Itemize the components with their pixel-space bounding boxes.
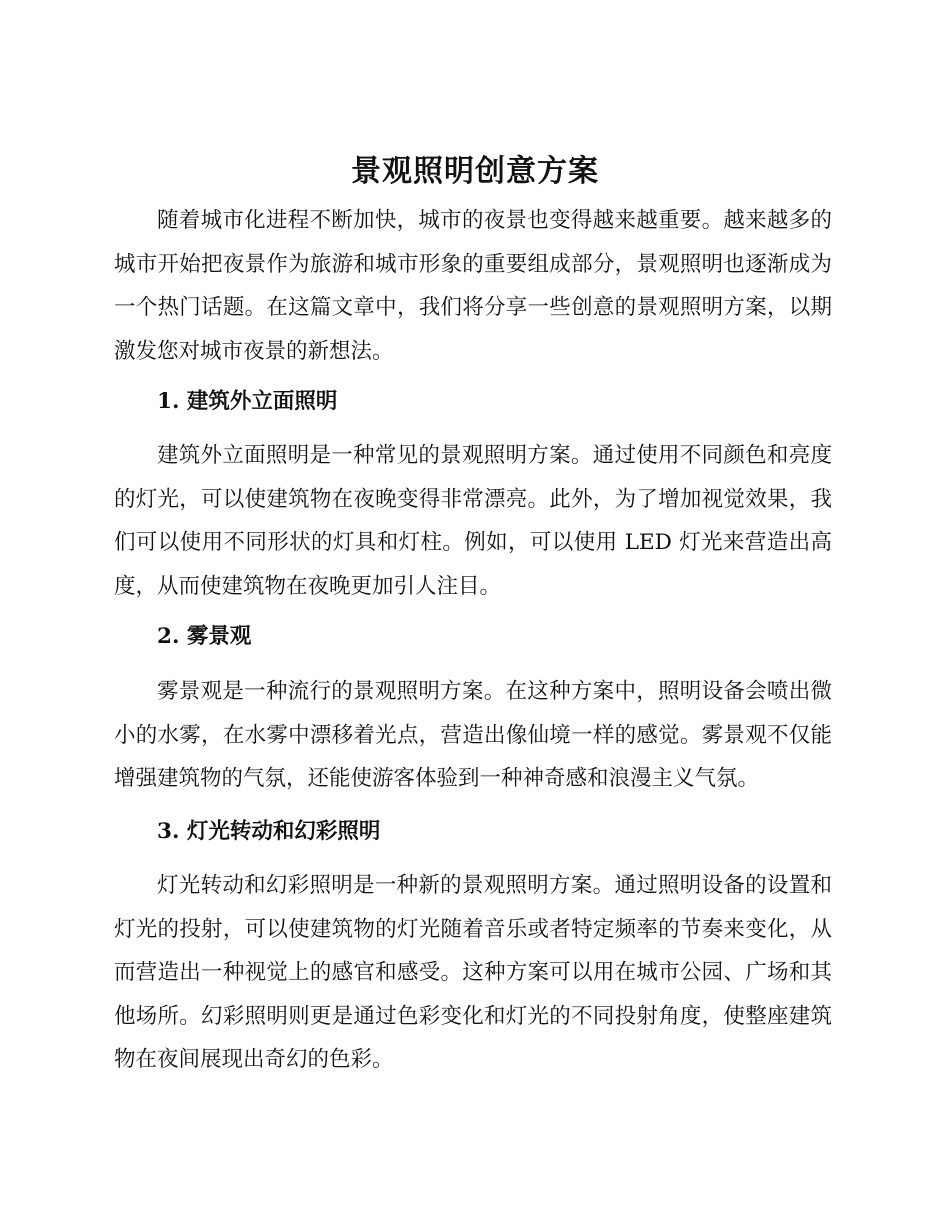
section-heading-mist-landscape: 2. 雾景观 bbox=[157, 624, 252, 649]
section-heading-rotating-lights: 3. 灯光转动和幻彩照明 bbox=[157, 819, 381, 844]
intro-paragraph: 随着城市化进程不断加快，城市的夜景也变得越来越重要。越来越多的城市开始把夜景作为旅游和城市形象的重要组成部分，景观照明也逐渐成为一个热门话题。在这篇文章中，我们将分享一些创意的景观照明方案，以期激发您对城市夜景的新想法。 bbox=[114, 208, 832, 364]
section-heading-building-facade: 1. 建筑外立面照明 bbox=[157, 389, 338, 414]
section-body-building-facade: 建筑外立面照明是一种常见的景观照明方案。通过使用不同颜色和亮度的灯光，可以使建筑物在夜晚变得非常漂亮。此外，为了增加视觉效果，我们可以使用不同形状的灯具和灯柱。例如，可以使用 LED 灯光来营造出高度，从而使建筑物在夜晚更加引人注目。 bbox=[114, 443, 832, 599]
document-title: 景观照明创意方案 bbox=[351, 154, 599, 189]
section-body-rotating-lights: 灯光转动和幻彩照明是一种新的景观照明方案。通过照明设备的设置和灯光的投射，可以使建筑物的灯光随着音乐或者特定频率的节奏来变化，从而营造出一种视觉上的感官和感受。这种方案可以用在城市公园、广场和其他场所。幻彩照明则更是通过色彩变化和灯光的不同投射角度，使整座建筑物在夜间展现出奇幻的色彩。 bbox=[114, 873, 832, 1072]
section-body-mist-landscape: 雾景观是一种流行的景观照明方案。在这种方案中，照明设备会喷出微小的水雾，在水雾中漂移着光点，营造出像仙境一样的感觉。雾景观不仅能增强建筑物的气氛，还能使游客体验到一种神奇感和浪漫主义气氛。 bbox=[114, 679, 832, 791]
